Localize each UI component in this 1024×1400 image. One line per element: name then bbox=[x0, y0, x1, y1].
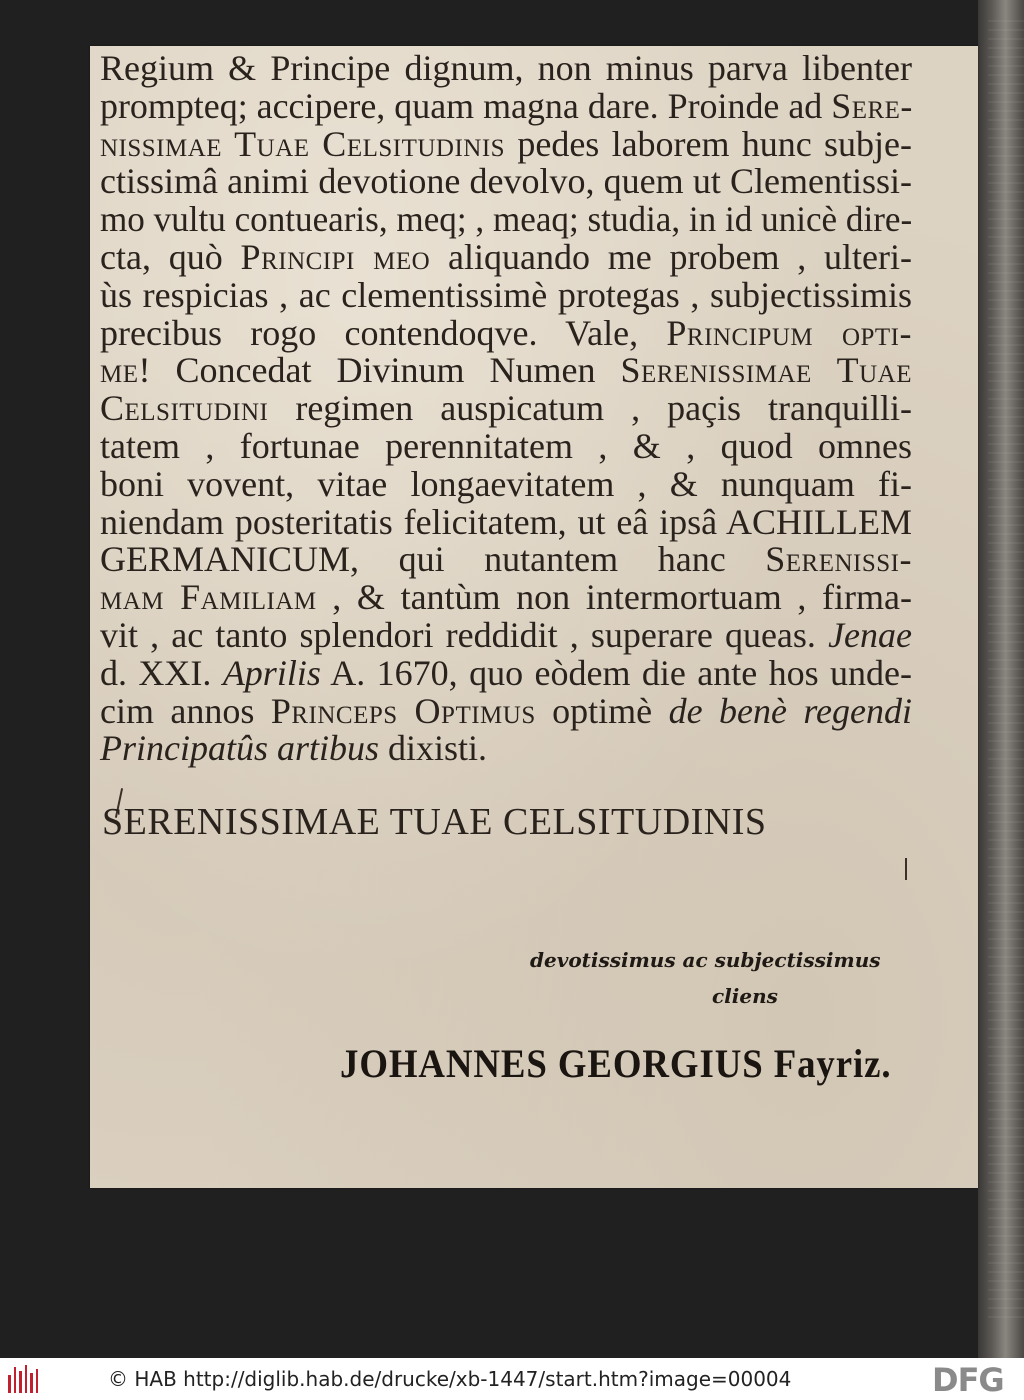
footer-bar bbox=[0, 1358, 1024, 1400]
text-line bbox=[100, 690, 912, 731]
text-line bbox=[100, 163, 912, 201]
text-segment: d. XXI. bbox=[100, 652, 223, 693]
text-segment: tatem , fortunae perennitatem , & , quod omnes bbox=[100, 425, 912, 466]
text-segment: mam Familiam bbox=[100, 577, 317, 618]
text-segment: regimen auspicatum , paçis tranquilli- bbox=[268, 388, 912, 429]
text-line bbox=[100, 463, 912, 504]
text-segment: Principi meo bbox=[240, 236, 431, 277]
ink-mark bbox=[905, 858, 907, 880]
closing-formula: SERENISSIMAE TUAE CELSITUDINIS bbox=[102, 801, 767, 843]
text-segment: ùs respicias , ac clementissimè protegas , subjectissimis bbox=[100, 274, 912, 315]
text-segment: de benè regendi bbox=[668, 690, 912, 731]
text-segment: ! Concedat Divinum Numen bbox=[138, 350, 621, 391]
text-line bbox=[100, 579, 912, 617]
text-segment: cta, quò bbox=[100, 236, 241, 277]
text-line bbox=[100, 201, 912, 239]
text-segment: dixisti. bbox=[379, 728, 488, 769]
text-segment: optimè bbox=[535, 690, 669, 731]
adjacent-page-texture bbox=[988, 20, 1024, 1320]
text-line bbox=[100, 50, 912, 88]
text-segment: pedes laborem hunc subje- bbox=[505, 123, 912, 164]
copyright-link[interactable]: © HAB http://diglib.hab.de/drucke/xb-1447/start.htm?image=00004 bbox=[108, 1367, 792, 1391]
text-segment: boni vovent, vitae longaevitatem , & nunquam fi- bbox=[100, 463, 912, 504]
text-segment: cim annos bbox=[100, 690, 271, 731]
subscription-line: devotissimus ac subjectissimus bbox=[530, 948, 881, 972]
text-segment: GERMANICUM, qui nutantem hanc bbox=[100, 539, 766, 580]
text-line bbox=[100, 501, 912, 542]
dfg-logo: DFG bbox=[932, 1361, 1004, 1399]
text-segment: Principum opti- bbox=[666, 312, 912, 353]
text-segment: Princeps Optimus bbox=[270, 690, 536, 731]
text-line bbox=[100, 614, 912, 655]
text-line bbox=[100, 312, 912, 353]
subscription-line: cliens bbox=[712, 984, 778, 1008]
author-signature: JOHANNES GEORGIUS Fayriz. bbox=[340, 1041, 892, 1086]
text-segment: Regium & Principe dignum, non minus parva libenter bbox=[100, 48, 912, 88]
body-text bbox=[100, 50, 912, 768]
text-segment: A. 1670, quo eòdem die ante hos unde- bbox=[320, 652, 913, 693]
text-segment: , & tantùm non intermortuam , firma- bbox=[316, 577, 912, 618]
text-line bbox=[100, 236, 913, 277]
text-segment: Celsitudini bbox=[100, 388, 269, 429]
text-line bbox=[100, 730, 912, 768]
text-line bbox=[100, 85, 913, 126]
text-segment: Principatûs artibus bbox=[100, 728, 380, 769]
text-segment: me bbox=[100, 350, 139, 391]
text-segment: niendam posteritatis felicitatem, ut eâ ipsâ ACHILLEM bbox=[100, 501, 912, 542]
text-segment: Aprilis bbox=[222, 652, 321, 693]
text-line bbox=[100, 652, 913, 693]
text-segment: nissimae Tuae Celsitudinis bbox=[100, 123, 506, 164]
text-segment: prompteq; accipere, quam magna dare. Proinde ad bbox=[100, 85, 832, 126]
text-segment: precibus rogo contendoqve. Vale, bbox=[100, 312, 667, 353]
text-line bbox=[100, 274, 912, 315]
text-segment: aliquando me probem , ulteri- bbox=[430, 236, 913, 277]
text-segment: vit , ac tanto splendori reddidit , superare queas. bbox=[100, 614, 829, 655]
hab-logo-icon bbox=[8, 1365, 38, 1393]
text-line bbox=[100, 390, 912, 428]
text-line bbox=[100, 425, 912, 466]
text-line bbox=[100, 541, 912, 579]
text-segment: Serenissi- bbox=[765, 539, 912, 580]
text-line bbox=[100, 123, 912, 164]
text-segment: mo vultu contuearis, meq; , meaq; studia, in id unicè dire- bbox=[100, 199, 913, 240]
text-segment: Sere- bbox=[831, 85, 913, 126]
text-segment: Jenae bbox=[828, 614, 912, 655]
text-line bbox=[100, 352, 912, 390]
text-segment: Serenissimae Tuae bbox=[620, 350, 913, 391]
text-segment: ctissimâ animi devotione devolvo, quem ut Clementissi- bbox=[100, 161, 912, 202]
